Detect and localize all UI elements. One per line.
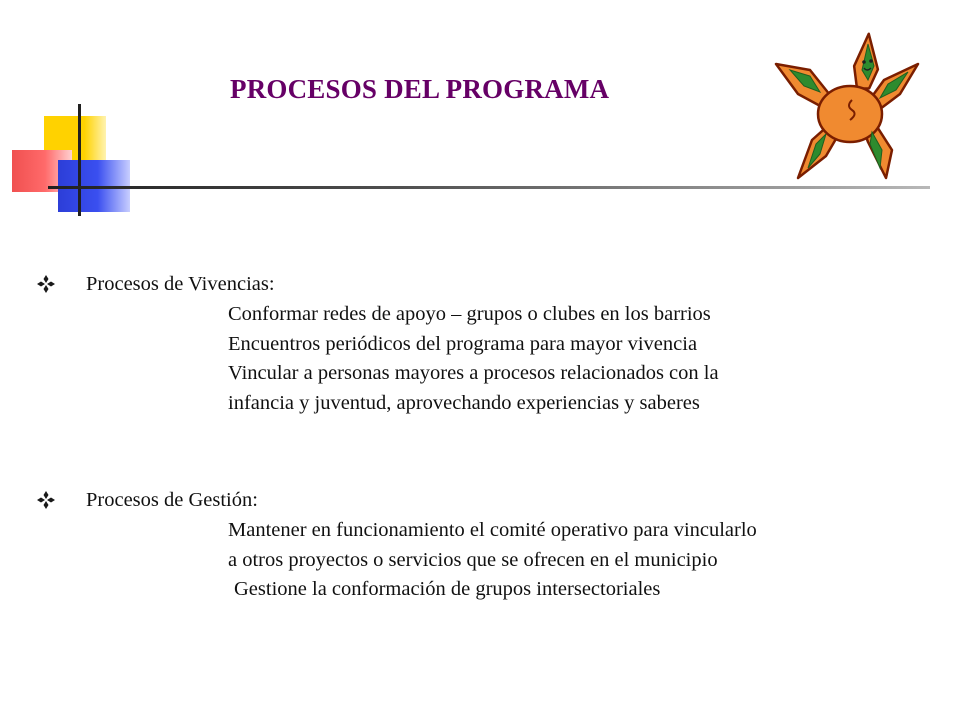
- list-item: a otros proyectos o servicios que se ofrecen en el municipio: [228, 548, 718, 571]
- diamond-bullet-icon: [36, 274, 56, 294]
- section-vivencias: [36, 270, 719, 419]
- diamond-bullet-icon: [36, 490, 56, 510]
- title-divider-line: [48, 186, 930, 189]
- list-item: infancia y juventud, aprovechando experiencias y saberes: [228, 392, 700, 415]
- section-gestion: [36, 486, 757, 605]
- section-heading: Procesos de Gestión:: [86, 489, 258, 511]
- sun-character-icon: [768, 28, 932, 186]
- slide-title: PROCESOS DEL PROGRAMA: [230, 74, 610, 104]
- bullet-row: [36, 270, 719, 300]
- list-item: Vincular a personas mayores a procesos relacionados con la: [228, 362, 719, 385]
- section-heading: Procesos de Vivencias:: [86, 273, 275, 295]
- decorative-vertical-line: [78, 104, 81, 216]
- list-item: Encuentros periódicos del programa para mayor vivencia: [228, 332, 698, 355]
- list-item: Conformar redes de apoyo – grupos o clubes en los barrios: [228, 302, 711, 325]
- list-item: Gestione la conformación de grupos intersectoriales: [234, 578, 661, 601]
- list-item: Mantener en funcionamiento el comité operativo para vincularlo: [228, 518, 757, 541]
- bullet-row: [36, 486, 757, 516]
